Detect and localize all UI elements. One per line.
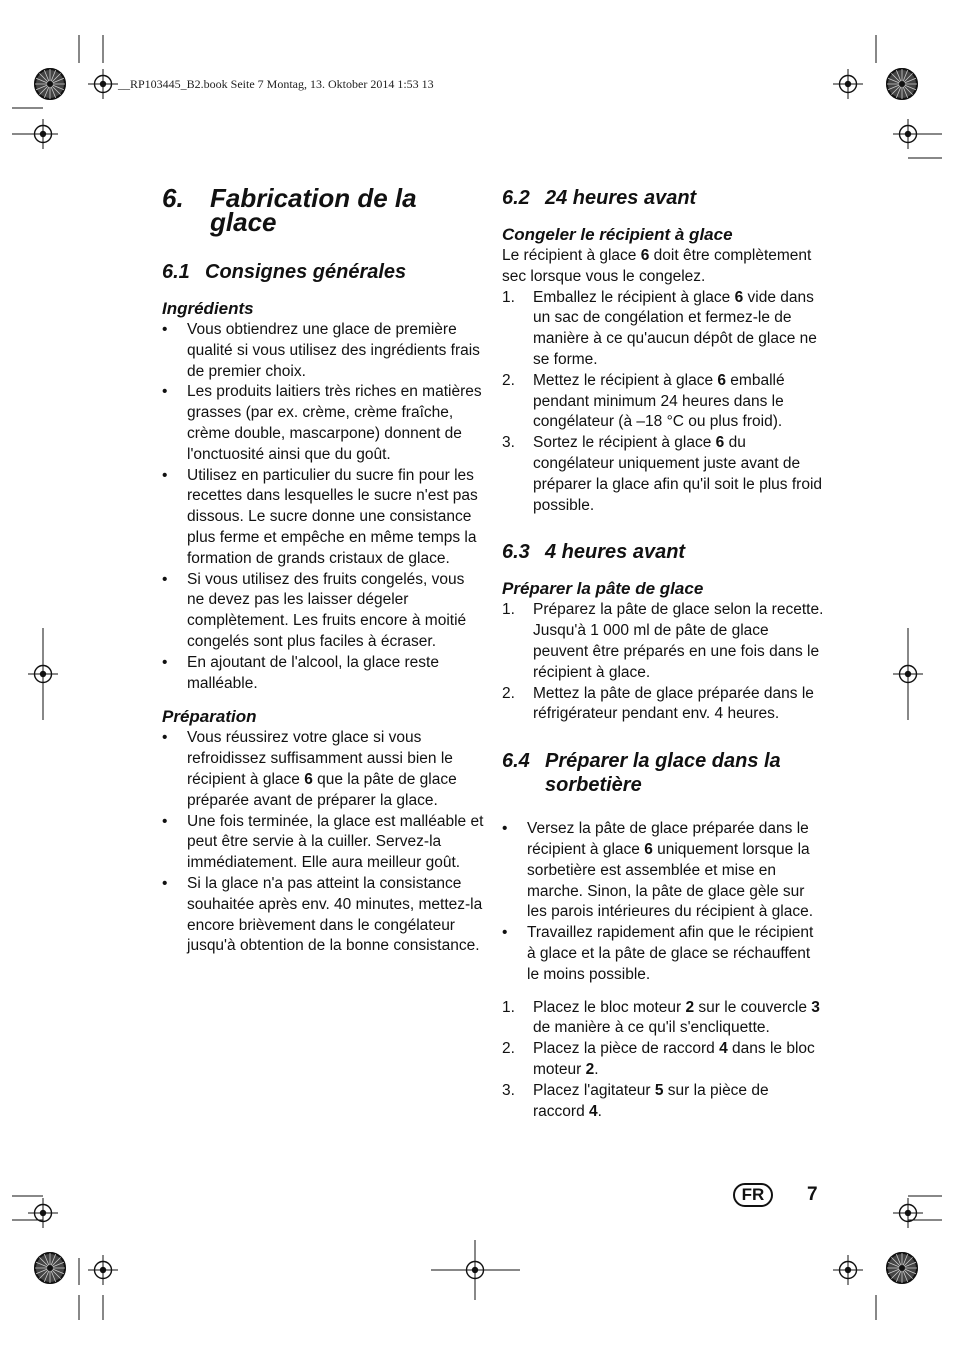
language-badge: FR (733, 1183, 773, 1207)
section-number: 6.2 (502, 187, 530, 209)
section-number: 6.4 (502, 750, 530, 773)
section-number: 6.1 (162, 261, 190, 283)
list-item: 1. Préparez la pâte de glace selon la recette. Jusqu'à 1 000 ml de pâte de glace peuvent être préparés en une fois dans le récipient à glace. (502, 601, 824, 681)
chapter-number: 6. (162, 183, 184, 213)
print-header: __RP103445_B2.book Seite 7 Montag, 13. Oktober 2014 1:53 13 (118, 77, 434, 91)
list-item: • Les produits laitiers très riches en matières grasses (par ex. crème, crème fraîche, crème double, mascarpone) donnent de l'onctuosité ainsi que du goût. (162, 383, 482, 463)
subheading-ingredients: Ingrédients (162, 299, 254, 318)
part-number: 6 (734, 288, 744, 306)
list-item: • Si vous utilisez des fruits congelés, vous ne devez pas les laisser dégeler complètement. Les fruits encore à moitié congelés sont plus faciles à écraser. (162, 570, 467, 650)
list-item: 1. Emballez le récipient à glace 6 vide dans un sac de congélation et fermez-le de manière à ce qu'aucun dépôt de glace ne se forme. (502, 288, 817, 368)
registration-cross-icon (833, 69, 863, 99)
registration-cross-icon (893, 659, 923, 689)
preparation-list (162, 728, 484, 957)
bullet-icon: • (162, 321, 168, 338)
section-number: 6.3 (502, 541, 530, 564)
bullet-icon: • (502, 924, 508, 942)
part-number: 2 (585, 1060, 595, 1078)
list-item: • En ajoutant de l'alcool, la glace reste malléable. (162, 653, 439, 692)
part-number: 6 (304, 770, 313, 788)
bullet-icon: • (162, 383, 168, 401)
registration-cross-icon (28, 119, 58, 149)
steps-list (502, 998, 824, 1123)
registration-cross-icon (28, 659, 58, 689)
chapter-heading (162, 183, 484, 237)
section-heading (502, 749, 824, 797)
bullet-icon: • (162, 653, 168, 671)
list-item: • Travaillez rapidement afin que le récipient à glace et la pâte de glace se réchauffent le moins possible. (502, 924, 814, 983)
list-item: • Vous obtiendrez une glace de première qualité si vous utilisez des ingrédients frais de premier choix. (162, 321, 480, 380)
registration-wheel-icon (886, 68, 918, 100)
bullet-list (502, 819, 824, 985)
right-column (502, 186, 824, 1122)
subheading-preparation: Préparation (162, 707, 257, 727)
subheading: Congeler le récipient à glace (502, 225, 733, 244)
section-title: Préparer la glace dans la sorbetière (545, 750, 781, 797)
part-number: 5 (654, 1081, 664, 1099)
list-item: 1. Placez le bloc moteur 2 sur le couvercle 3 de manière à ce qu'il s'encliquette. (502, 998, 820, 1037)
chapter-title: Fabrication de la glace (210, 183, 417, 237)
bullet-icon: • (162, 874, 168, 892)
list-item: 3. Placez l'agitateur 5 sur la pièce de raccord 4. (502, 1081, 769, 1120)
registration-cross-icon (88, 69, 118, 99)
list-item: 2. Mettez la pâte de glace préparée dans le réfrigérateur pendant env. 4 heures. (502, 684, 814, 723)
section-heading (502, 186, 824, 210)
page-number: 7 (807, 1184, 818, 1205)
list-item: 2. Mettez le récipient à glace 6 emballé pendant minimum 24 heures dans le congélateur (à –18 °C ou plus froid). (502, 371, 785, 431)
part-number: 3 (811, 998, 820, 1016)
section-heading (162, 260, 484, 284)
bullet-icon: • (162, 570, 168, 588)
registration-wheel-icon (34, 68, 66, 100)
subheading: Préparer la pâte de glace (502, 579, 704, 599)
list-item: • Vous réussirez votre glace si vous refroidissez suffisamment aussi bien le récipient à glace 6 que la pâte de glace préparée avant de préparer la glace. (162, 729, 457, 809)
part-number: 6 (715, 434, 725, 452)
registration-cross-icon (833, 1255, 863, 1285)
section-title: Consignes générales (205, 261, 407, 283)
ingredients-list (162, 320, 484, 694)
bullet-icon: • (162, 466, 168, 484)
part-number: 6 (640, 247, 650, 264)
registration-cross-icon (28, 1198, 58, 1228)
registration-cross-icon (893, 1198, 923, 1228)
steps-list (502, 600, 824, 725)
list-item: • Si la glace n'a pas atteint la consistance souhaitée après env. 40 minutes, mettez-la encore brièvement dans le congélateur jusqu'à obtention de la bonne consistance. (162, 874, 483, 955)
part-number: 6 (717, 371, 726, 389)
part-number: 4 (719, 1040, 728, 1058)
list-item: • Utilisez en particulier du sucre fin pour les recettes dans lesquelles le sucre n'est pas dissous. Le sucre donne une consistance plus ferme et empêche en même temps la formation de grands cristaux de glace. (162, 466, 478, 567)
bullet-icon: • (502, 820, 508, 838)
registration-cross-icon (88, 1255, 118, 1285)
paragraph: Le récipient à glace 6 doit être complètement sec lorsque vous le congelez. (502, 247, 812, 285)
part-number: 6 (644, 840, 653, 858)
bullet-icon: • (162, 812, 168, 830)
registration-cross-icon (893, 119, 923, 149)
steps-list (502, 288, 824, 517)
left-column (162, 183, 484, 957)
section-title: 24 heures avant (545, 187, 697, 209)
registration-wheel-icon (886, 1252, 918, 1284)
part-number: 2 (685, 998, 695, 1016)
list-item: • Une fois terminée, la glace est malléable et peut être servie à la cuiller. Servez-la immédiatement. Elle aura meilleur goût. (162, 812, 484, 872)
list-item: 3. Sortez le récipient à glace 6 du congélateur uniquement juste avant de préparer la glace afin qu'il soit le plus froid possible. (502, 434, 823, 514)
section-heading (502, 540, 824, 564)
part-number: 4 (589, 1102, 598, 1120)
list-item: 2. Placez la pièce de raccord 4 dans le bloc moteur 2. (502, 1040, 815, 1078)
list-item: • Versez la pâte de glace préparée dans le récipient à glace 6 uniquement lorsque la sorbetière est assemblée et mise en marche. Sinon, la pâte de glace gèle sur les parois intérieures du récipient à glace. (502, 820, 814, 921)
bullet-icon: • (162, 729, 168, 747)
section-title: 4 heures avant (545, 541, 686, 564)
registration-wheel-icon (34, 1252, 66, 1284)
